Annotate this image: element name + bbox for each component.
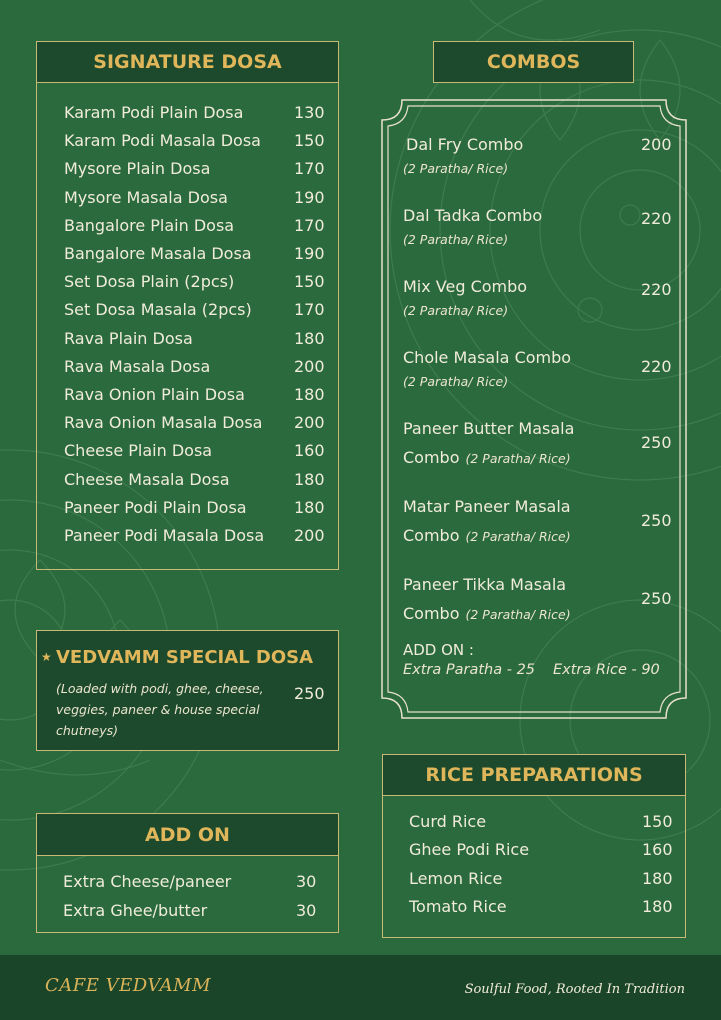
rice-item-price: 180 xyxy=(642,868,673,888)
menu-item-price: 180 xyxy=(294,469,325,489)
menu-item-name: Karam Podi Plain Dosa xyxy=(64,103,244,122)
menu-item-price: 200 xyxy=(294,526,325,545)
menu-item-price: 170 xyxy=(294,215,325,235)
combo-item-name: Mix Veg Combo xyxy=(403,277,528,296)
menu-item-name: Bangalore Plain Dosa xyxy=(64,215,235,235)
addon-item-name: Extra Ghee/butter xyxy=(63,900,208,920)
combo-item-price: 250 xyxy=(641,589,672,608)
combo-item-line2 xyxy=(403,448,571,467)
special-dosa-desc-3: chutneys) xyxy=(56,723,119,738)
special-dosa-desc-2: veggies, paneer & house special xyxy=(56,702,260,717)
menu-item-name: Karam Podi Masala Dosa xyxy=(64,131,261,151)
combo-addon-paratha: Extra Paratha - 25 xyxy=(403,662,536,678)
menu-item-name: Cheese Plain Dosa xyxy=(64,441,213,461)
combos-header: COMBOS xyxy=(433,41,634,83)
combo-item-price: 200 xyxy=(641,135,672,154)
menu-item-price: 190 xyxy=(294,187,325,207)
combo-item-name-cont: Combo xyxy=(403,604,460,623)
combo-item-name: Dal Fry Combo xyxy=(406,135,524,154)
brand-name: CAFE VEDVAMM xyxy=(45,975,212,996)
combo-item-name-cont: Combo xyxy=(403,448,460,467)
menu-item-price: 150 xyxy=(294,131,325,151)
menu-item-price: 200 xyxy=(294,413,325,433)
rice-item-price: 180 xyxy=(642,896,673,916)
menu-item-price: 190 xyxy=(294,244,325,263)
menu-item-name: Rava Onion Plain Dosa xyxy=(64,385,245,404)
rice-item-name: Curd Rice xyxy=(409,812,487,831)
menu-item-name: Paneer Podi Plain Dosa xyxy=(64,497,247,517)
footer-bar xyxy=(0,955,721,1020)
special-dosa-desc-1: (Loaded with podi, ghee, cheese, xyxy=(56,681,264,696)
combo-item-note: (2 Paratha/ Rice) xyxy=(403,374,509,389)
addon-box xyxy=(36,855,339,933)
star-icon: ★ xyxy=(41,650,52,664)
rice-header: RICE PREPARATIONS xyxy=(382,754,686,796)
combo-item-name: Dal Tadka Combo xyxy=(403,206,543,225)
menu-item-price: 160 xyxy=(294,441,325,461)
menu-item-name: Rava Onion Masala Dosa xyxy=(64,413,263,433)
combo-item-line2 xyxy=(403,526,571,545)
combo-item-note: (2 Paratha/ Rice) xyxy=(403,303,509,318)
rice-item-price: 160 xyxy=(642,840,673,860)
combo-item-price: 250 xyxy=(641,511,672,530)
signature-dosa-box xyxy=(36,82,339,570)
menu-item-name: Rava Plain Dosa xyxy=(64,328,193,348)
combo-item-price: 220 xyxy=(641,357,672,376)
combo-item-price: 220 xyxy=(641,280,672,299)
addon-item-price: 30 xyxy=(296,872,317,891)
menu-item-name: Set Dosa Plain (2pcs) xyxy=(64,272,235,292)
menu-item-name: Paneer Podi Masala Dosa xyxy=(64,526,265,545)
combo-item-name: Chole Masala Combo xyxy=(403,348,572,367)
special-dosa-title: VEDVAMM SPECIAL DOSA xyxy=(56,647,314,668)
menu-item-name: Mysore Plain Dosa xyxy=(64,159,211,179)
menu-item-price: 170 xyxy=(294,300,325,320)
combo-item-name-cont: Combo xyxy=(403,526,460,545)
menu-item-name: Mysore Masala Dosa xyxy=(64,187,228,207)
menu-item-price: 130 xyxy=(294,103,325,122)
combo-item-note: (2 Paratha/ Rice) xyxy=(465,529,571,544)
menu-item-name: Bangalore Masala Dosa xyxy=(64,244,252,263)
menu-item-price: 200 xyxy=(294,356,325,376)
special-dosa-price: 250 xyxy=(294,684,325,703)
rice-item-name: Tomato Rice xyxy=(409,896,507,916)
combo-item-name: Paneer Tikka Masala xyxy=(403,575,567,594)
rice-item-name: Lemon Rice xyxy=(409,868,503,888)
combo-item-note: (2 Paratha/ Rice) xyxy=(465,451,571,466)
combo-addon-label: ADD ON : xyxy=(403,641,474,659)
menu-item-name: Rava Masala Dosa xyxy=(64,356,211,376)
combo-item-price: 250 xyxy=(641,433,672,452)
menu-item-price: 180 xyxy=(294,328,325,348)
combo-item-note: (2 Paratha/ Rice) xyxy=(465,607,571,622)
combo-item-price: 220 xyxy=(641,209,672,228)
rice-item-price: 150 xyxy=(642,812,673,831)
menu-item-name: Cheese Masala Dosa xyxy=(64,469,230,489)
menu-item-price: 180 xyxy=(294,497,325,517)
signature-dosa-header: SIGNATURE DOSA xyxy=(36,41,339,83)
menu-item-price: 170 xyxy=(294,159,325,179)
addon-item-price: 30 xyxy=(296,900,317,920)
tagline: Soulful Food, Rooted In Tradition xyxy=(464,982,685,997)
menu-item-name: Set Dosa Masala (2pcs) xyxy=(64,300,252,320)
combos-frame xyxy=(380,98,688,720)
rice-item-name: Ghee Podi Rice xyxy=(409,840,530,860)
menu-item-price: 180 xyxy=(294,385,325,404)
menu-item-price: 150 xyxy=(294,272,325,292)
combo-item-line2 xyxy=(403,604,571,623)
combo-item-name: Paneer Butter Masala xyxy=(403,419,575,438)
combo-addon-rice: Extra Rice - 90 xyxy=(553,662,660,678)
combo-item-note: (2 Paratha/ Rice) xyxy=(403,161,509,176)
combo-item-name: Matar Paneer Masala xyxy=(403,497,571,516)
addon-item-name: Extra Cheese/paneer xyxy=(63,872,232,891)
addon-header: ADD ON xyxy=(36,813,339,856)
combo-item-note: (2 Paratha/ Rice) xyxy=(403,232,509,247)
